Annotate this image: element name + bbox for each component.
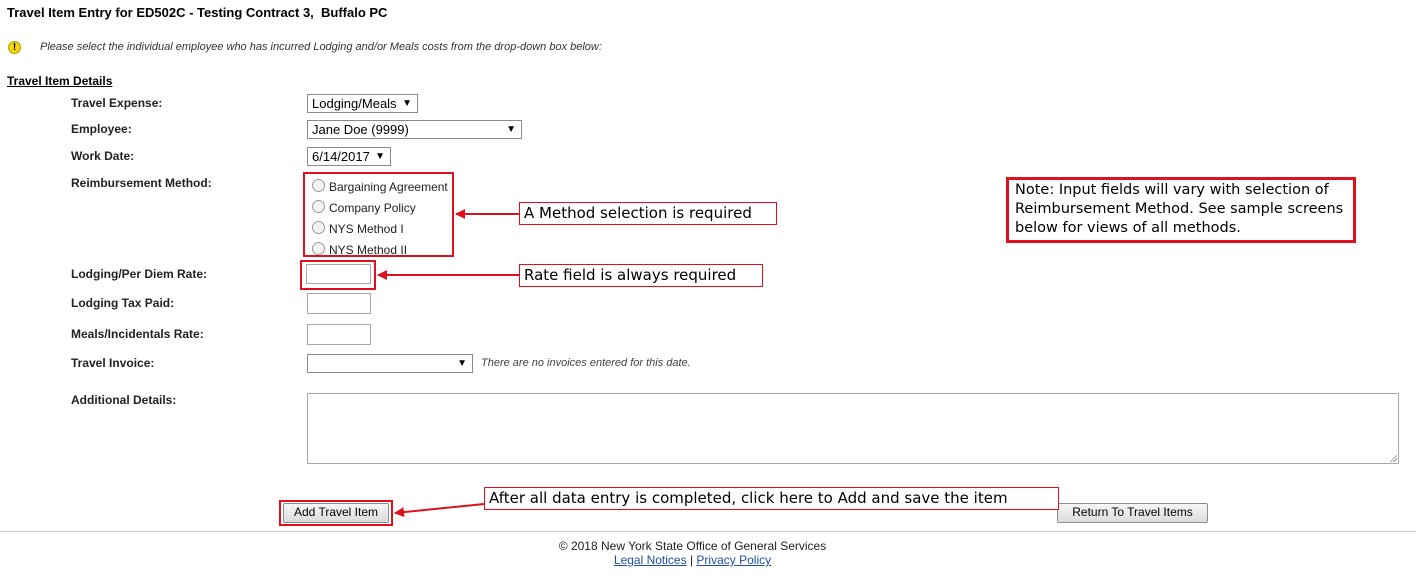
chevron-down-icon: ▼ (375, 151, 385, 162)
radio-nys-method-2[interactable]: NYS Method II (312, 242, 407, 257)
method-required-callout: A Method selection is required (519, 202, 777, 225)
radio-nys-method-1[interactable]: NYS Method I (312, 221, 404, 236)
radio-company-policy[interactable]: Company Policy (312, 200, 416, 215)
page-title: Travel Item Entry for ED502C - Testing Contract 3, Buffalo PC (7, 5, 388, 20)
work-date-value: 6/14/2017 (312, 149, 370, 164)
add-travel-item-button[interactable]: Add Travel Item (283, 503, 389, 523)
footer-divider (0, 531, 1416, 532)
arrow-add (395, 504, 484, 513)
reimbursement-method-label: Reimbursement Method: (71, 176, 212, 190)
travel-expense-label: Travel Expense: (71, 96, 163, 110)
footer-copyright: © 2018 New York State Office of General Services (558, 539, 827, 553)
instruction-text: Please select the individual employee who has incurred Lodging and/or Meals costs from the drop-down box below: (40, 41, 602, 53)
meals-rate-label: Meals/Incidentals Rate: (71, 327, 204, 341)
chevron-down-icon: ▼ (506, 124, 516, 135)
lodging-tax-label: Lodging Tax Paid: (71, 296, 175, 310)
employee-label: Employee: (71, 122, 132, 136)
employee-value: Jane Doe (9999) (312, 122, 409, 137)
chevron-down-icon: ▼ (457, 358, 467, 369)
chevron-down-icon: ▼ (402, 98, 412, 109)
no-invoices-note: There are no invoices entered for this date. (481, 357, 691, 369)
footer-links (0, 553, 1385, 567)
rate-required-callout: Rate field is always required (519, 264, 763, 287)
travel-expense-value: Lodging/Meals (312, 96, 397, 111)
warning-icon: ! (8, 41, 21, 54)
additional-details-label: Additional Details: (71, 393, 177, 407)
return-to-travel-items-button[interactable]: Return To Travel Items (1057, 503, 1208, 523)
add-hint-callout: After all data entry is completed, click here to Add and save the item (484, 487, 1059, 510)
legal-notices-link[interactable]: Legal Notices (613, 553, 687, 567)
privacy-policy-link[interactable]: Privacy Policy (696, 553, 772, 567)
travel-invoice-label: Travel Invoice: (71, 356, 155, 370)
footer-separator: | (689, 553, 694, 567)
lodging-rate-label: Lodging/Per Diem Rate: (71, 267, 208, 281)
note-callout: Note: Input fields will vary with selection of Reimbursement Method. See sample screens below for views of all methods. (1006, 177, 1356, 243)
radio-bargaining-agreement[interactable]: Bargaining Agreement (312, 179, 448, 194)
work-date-label: Work Date: (71, 149, 135, 163)
section-title: Travel Item Details (7, 74, 113, 88)
